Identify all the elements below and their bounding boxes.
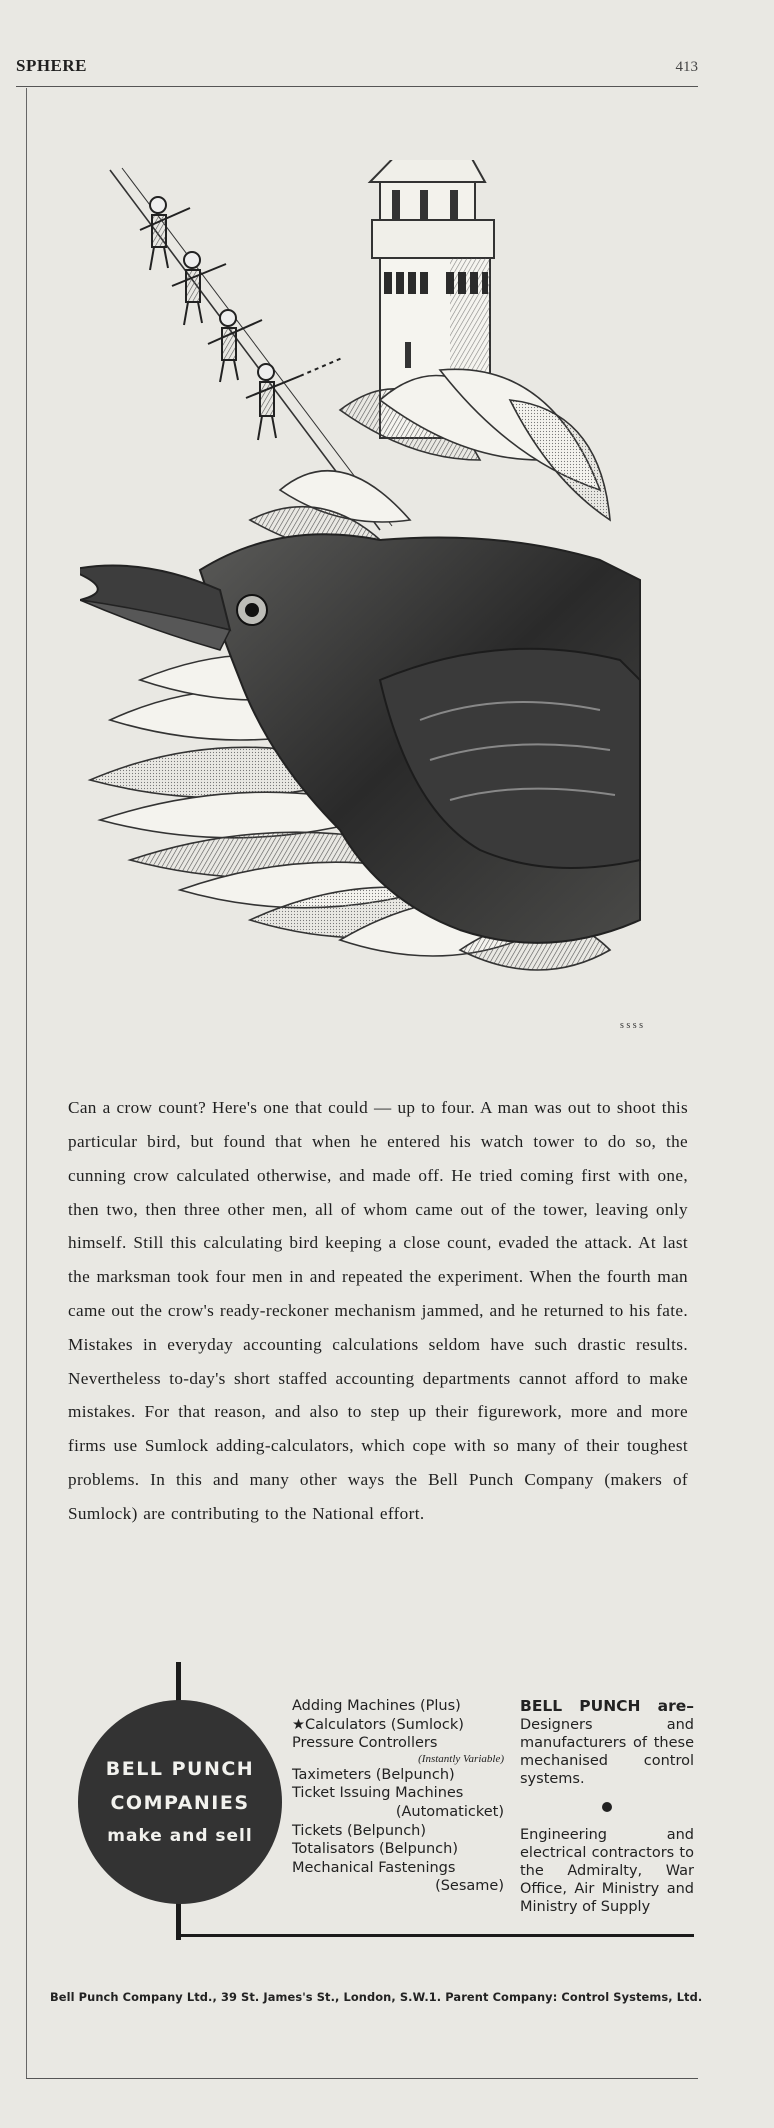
page-header (16, 56, 698, 76)
bottom-rule (26, 2078, 698, 2079)
footer-address: Bell Punch Company Ltd., 39 St. James's St., London, S.W.1. Parent Company: Control Systems, Ltd. (50, 1990, 703, 2004)
badge-line-3: make and sell (107, 1826, 253, 1846)
header-rule (16, 86, 698, 87)
masthead: SPHERE (16, 56, 88, 75)
badge-line-2: COMPANIES (110, 1792, 250, 1814)
marksman-4 (246, 358, 342, 440)
bullet-dot (602, 1802, 612, 1812)
product-item: Totalisators (Belpunch) (292, 1841, 458, 1858)
marksman-3 (208, 310, 262, 382)
bell-punch-badge (78, 1700, 282, 1904)
marksman-1 (140, 197, 190, 270)
body-copy: Can a crow count? Here's one that could — up to four. A man was out to shoot this particular bird, but found that when he entered his watch tower to do so, the cunning crow calculated otherwise, and made off. He tried coming first with one, then two, then three other men, all of whom came out of the tower, leaving only himself. Still this calculating bird keeping a close count, evaded the attack. At last the marksman took four men in and repeated the experiment. When the fourth man came out the crow's ready-reckoner mechanism jammed, and he returned to his fate. Mistakes in everyday accounting calculations seldom have such drastic results. Nevertheless to-day's short staffed accounting departments cannot afford to make mistakes. For that reason, and also to step up their figurework, more and more firms use Sumlock adding-calculators, which cope with so many of their toughest problems. In this and many other ways the Bell Punch Company (makers of Sumlock) are contributing to the National effort. (68, 1098, 688, 1523)
product-item: Ticket Issuing Machines (292, 1785, 464, 1802)
product-item-cont: (Sesame) (435, 1878, 504, 1895)
company-about (520, 1697, 694, 1916)
product-item: Mechanical Fastenings (292, 1859, 456, 1876)
about-text-1: Designers and manufacturers of these mechanised control systems. (520, 1717, 694, 1787)
product-item: Adding Machines (Plus) (292, 1698, 461, 1714)
artist-signature: s s s s (620, 1020, 644, 1031)
product-note: (Instantly Variable) (418, 1752, 504, 1765)
marksmen (140, 197, 342, 440)
page-number: 413 (675, 59, 698, 75)
about-text-2: Engineering and electrical contractors to the Admiralty, War Office, Air Ministry and Ministry of Supply (520, 1827, 694, 1915)
horizontal-rule (176, 1934, 694, 1937)
product-list (292, 1697, 504, 1896)
product-item: Tickets (Belpunch) (292, 1822, 427, 1839)
crow-tower-illustration (80, 160, 685, 1040)
product-item: Pressure Controllers (292, 1735, 438, 1752)
product-item: ★Calculators (Sumlock) (292, 1716, 464, 1733)
badge-line-1: BELL PUNCH (105, 1758, 255, 1780)
about-heading: BELL PUNCH are– (520, 1697, 694, 1715)
product-item: Taximeters (Belpunch) (292, 1766, 455, 1783)
product-item-cont: (Automaticket) (395, 1803, 504, 1820)
